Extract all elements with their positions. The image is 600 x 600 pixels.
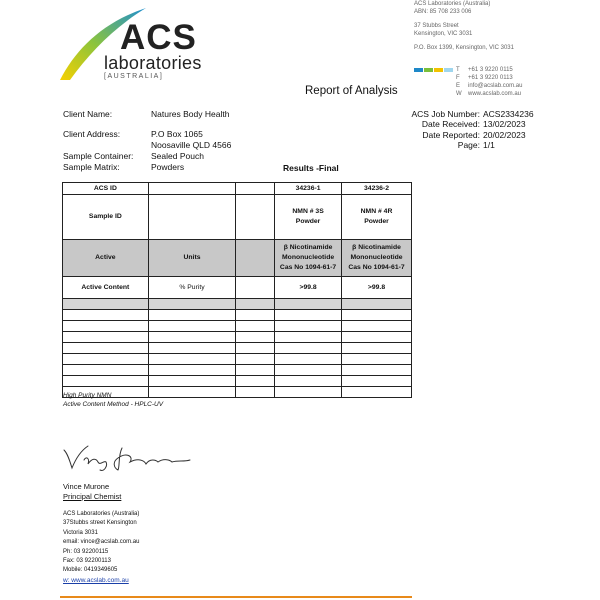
table-row xyxy=(63,343,412,354)
note-line-2: Active Content Method - HPLC-UV xyxy=(63,401,164,408)
acs-id-2: 34236-2 xyxy=(342,183,412,195)
table-cell xyxy=(148,310,236,321)
sample-container-value: Sealed Pouch xyxy=(151,151,204,161)
sample-matrix-label: Sample Matrix: xyxy=(63,162,120,172)
company-abn: ABN: 85 708 233 006 xyxy=(414,9,472,15)
table-cell xyxy=(236,310,275,321)
table-cell xyxy=(148,321,236,332)
table-cell xyxy=(148,354,236,365)
table-row xyxy=(63,354,412,365)
table-cell xyxy=(275,376,342,387)
contact-value: info@acslab.com.au xyxy=(468,83,523,89)
contact-letter: E xyxy=(456,83,461,89)
table-header-row xyxy=(63,240,412,277)
table-row xyxy=(63,310,412,321)
table-cell xyxy=(63,332,149,343)
table-row xyxy=(63,299,412,310)
result-value-1: >99.8 xyxy=(275,277,342,299)
contact-value: www.acslab.com.au xyxy=(468,91,522,97)
report-title: Report of Analysis xyxy=(305,85,398,97)
company-po-box: P.O. Box 1399, Kensington, VIC 3031 xyxy=(414,45,514,51)
client-address-line-1: P.O Box 1065 xyxy=(151,129,203,139)
table-cell xyxy=(148,299,236,310)
logo-subtitle: laboratories xyxy=(104,53,202,73)
client-address-label: Client Address: xyxy=(63,129,121,139)
job-number-label: ACS Job Number: xyxy=(411,109,480,119)
sample-matrix-value: Powders xyxy=(151,162,185,172)
table-cell xyxy=(236,183,275,195)
table-cell xyxy=(342,343,412,354)
compound-line-3: Cas No 1094-61-7 xyxy=(348,264,405,271)
table-cell xyxy=(275,343,342,354)
table-cell xyxy=(236,240,275,277)
compound-line-3: Cas No 1094-61-7 xyxy=(279,264,337,271)
contact-value: +61 3 9220 0115 xyxy=(468,67,513,73)
acs-id-header: ACS ID xyxy=(63,183,149,195)
sample-id-2-line-2: Powder xyxy=(364,218,389,225)
table-row xyxy=(63,183,412,195)
date-received-value: 13/02/2023 xyxy=(483,119,526,129)
table-cell xyxy=(236,376,275,387)
contact-web xyxy=(456,90,521,98)
table-row xyxy=(63,321,412,332)
table-cell xyxy=(275,310,342,321)
footer-phone: Ph: 03 92200115 xyxy=(63,548,109,555)
table-row xyxy=(63,277,412,299)
table-cell xyxy=(148,183,236,195)
color-bar xyxy=(424,68,433,72)
sample-id-2-line-1: NMN # 4R xyxy=(360,208,393,215)
contact-letter: W xyxy=(456,91,462,97)
table-cell xyxy=(342,299,412,310)
contact-fax xyxy=(456,74,513,82)
footer-line-2: 37Stubbs street Kensington xyxy=(63,520,137,527)
compound-line-1: β Nicotinamide xyxy=(352,244,401,251)
table-cell xyxy=(342,365,412,376)
date-reported-value: 20/02/2023 xyxy=(483,130,526,140)
table-cell xyxy=(342,310,412,321)
table-cell xyxy=(148,332,236,343)
table-cell xyxy=(236,343,275,354)
active-content-label: Active Content xyxy=(63,277,149,299)
sample-container-label: Sample Container: xyxy=(63,151,134,161)
table-cell xyxy=(342,321,412,332)
table-cell xyxy=(236,321,275,332)
signature-image xyxy=(60,440,200,476)
active-header: Active xyxy=(63,240,149,277)
signer-name: Vince Murone xyxy=(63,482,110,491)
table-cell xyxy=(63,299,149,310)
contact-letter: T xyxy=(456,67,460,73)
company-address-block xyxy=(414,0,594,52)
client-name-value: Natures Body Health xyxy=(151,109,230,119)
compound-header-1 xyxy=(275,240,342,277)
logo-wordmark: ACS xyxy=(120,18,197,57)
page-value: 1/1 xyxy=(483,140,495,150)
footer-divider xyxy=(60,596,412,598)
sample-id-1 xyxy=(275,195,342,240)
contact-letter: F xyxy=(456,75,460,81)
table-cell xyxy=(342,332,412,343)
table-cell xyxy=(63,354,149,365)
footer-email: email: vince@acslab.com.au xyxy=(63,539,140,546)
table-cell xyxy=(63,310,149,321)
table-cell xyxy=(342,376,412,387)
footer-fax: Fax: 03 92200113 xyxy=(63,558,111,565)
sample-id-1-line-1: NMN # 3S xyxy=(292,208,324,215)
table-cell xyxy=(63,365,149,376)
contact-value: +61 3 9220 0113 xyxy=(468,75,513,81)
table-cell xyxy=(275,299,342,310)
footer-line-3: Victoria 3031 xyxy=(63,529,98,536)
compound-line-2: Mononucleotide xyxy=(350,254,403,261)
contact-email xyxy=(456,82,522,90)
brand-color-bars xyxy=(414,68,454,72)
compound-line-1: β Nicotinamide xyxy=(283,244,333,251)
table-cell xyxy=(275,321,342,332)
table-cell xyxy=(236,365,275,376)
footer-website-link[interactable]: w: www.acslab.com.au xyxy=(63,576,129,584)
acs-id-1: 34236-1 xyxy=(275,183,342,195)
table-row xyxy=(63,376,412,387)
table-cell xyxy=(275,332,342,343)
color-bar xyxy=(434,68,443,72)
table-cell xyxy=(342,354,412,365)
table-cell xyxy=(148,365,236,376)
table-cell xyxy=(63,321,149,332)
table-cell xyxy=(236,332,275,343)
units-header: Units xyxy=(148,240,236,277)
table-cell xyxy=(236,387,275,398)
table-cell xyxy=(236,277,275,299)
table-cell xyxy=(236,299,275,310)
table-cell xyxy=(342,387,412,398)
table-cell xyxy=(148,195,236,240)
table-cell xyxy=(148,343,236,354)
table-cell xyxy=(236,195,275,240)
compound-header-2 xyxy=(342,240,412,277)
table-cell xyxy=(63,343,149,354)
color-bar xyxy=(414,68,423,72)
footer-mobile: Mobile: 0419349605 xyxy=(63,567,118,574)
table-row xyxy=(63,332,412,343)
table-row xyxy=(63,195,412,240)
sample-id-header: Sample ID xyxy=(63,195,149,240)
company-street-2: Kensington, VIC 3031 xyxy=(414,31,473,37)
page-label: Page: xyxy=(457,140,480,150)
client-address-line-2: Noosaville QLD 4566 xyxy=(151,140,232,150)
table-cell xyxy=(275,354,342,365)
table-cell xyxy=(275,365,342,376)
color-bar xyxy=(444,68,453,72)
units-value: % Purity xyxy=(148,277,236,299)
table-cell xyxy=(236,354,275,365)
date-reported-label: Date Reported: xyxy=(422,130,480,140)
table-cell xyxy=(148,376,236,387)
result-value-2: >99.8 xyxy=(342,277,412,299)
date-received-label: Date Received: xyxy=(421,119,480,129)
logo-country: [AUSTRALIA] xyxy=(104,73,164,80)
table-cell xyxy=(63,376,149,387)
company-name: ACS Laboratories (Australia) xyxy=(414,1,491,7)
footer-line-1: ACS Laboratories (Australia) xyxy=(63,511,140,517)
client-name-label: Client Name: xyxy=(63,109,113,119)
sample-id-1-line-2: Powder xyxy=(295,218,321,225)
acs-logo xyxy=(58,4,228,84)
footer-contact xyxy=(63,510,139,585)
signer-block xyxy=(63,482,121,502)
job-number-value: ACS2334236 xyxy=(483,109,534,119)
report-notes xyxy=(63,391,163,409)
signer-title: Principal Chemist xyxy=(63,492,122,501)
company-street-1: 37 Stubbs Street xyxy=(414,23,459,29)
contact-phone xyxy=(456,66,513,74)
note-line-1: High Purity NMN xyxy=(63,392,112,399)
table-row xyxy=(63,365,412,376)
results-table xyxy=(62,182,412,398)
sample-id-2 xyxy=(342,195,412,240)
compound-line-2: Mononucleotide xyxy=(282,254,335,261)
results-heading: Results -Final xyxy=(283,163,339,173)
table-cell xyxy=(275,387,342,398)
